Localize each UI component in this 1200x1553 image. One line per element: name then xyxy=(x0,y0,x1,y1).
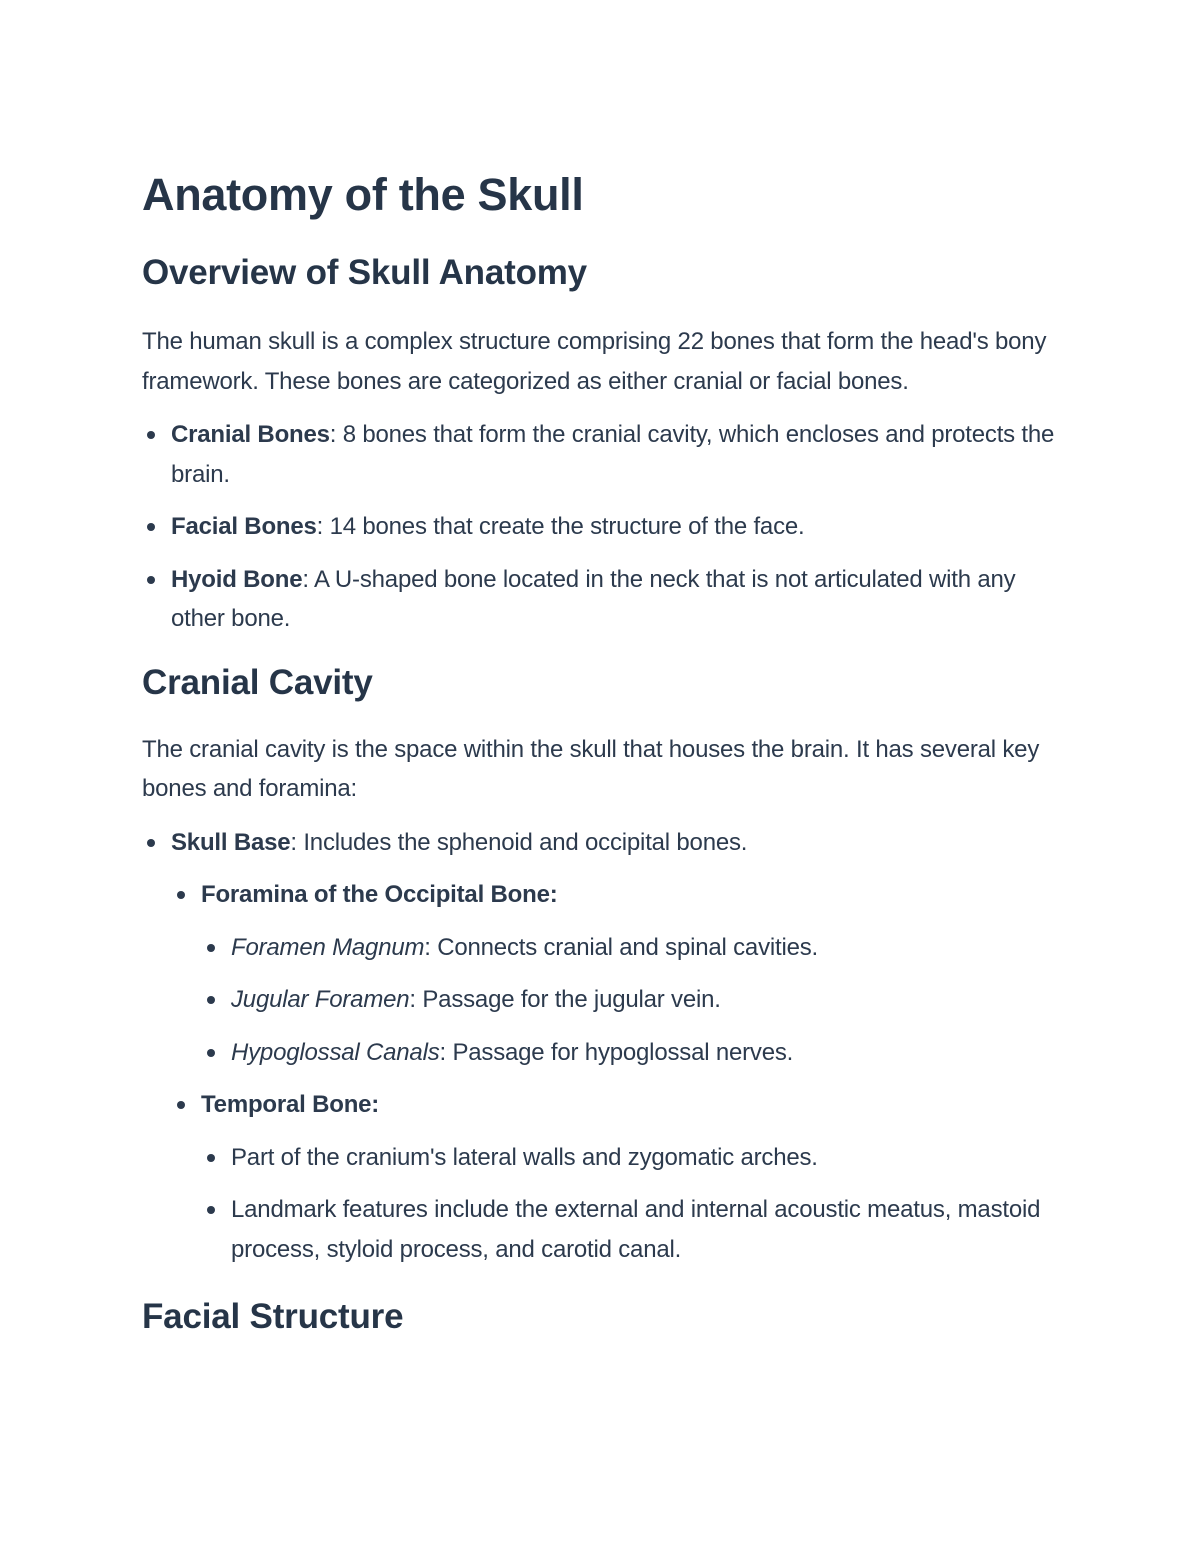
document-page xyxy=(142,168,1072,1338)
list-item-occipital xyxy=(201,875,1072,1072)
bullet-icon xyxy=(207,944,215,952)
section-heading-facial-structure: Facial Structure xyxy=(142,1297,404,1336)
bullet-icon xyxy=(207,1154,215,1162)
list-item-separator: : xyxy=(290,828,304,856)
temporal-bone-list xyxy=(201,1138,1072,1270)
bullet-icon xyxy=(147,523,155,531)
list-item-text: Landmark features include the external and internal acoustic meatus, mastoid process, styloid process, and carotid canal. xyxy=(231,1196,1041,1263)
list-item-text: Passage for the jugular vein. xyxy=(422,986,721,1013)
list-item-text: Connects cranial and spinal cavities. xyxy=(437,933,819,961)
list-item xyxy=(171,560,1072,639)
bullet-icon xyxy=(177,891,185,899)
list-item-text: 14 bones that create the structure of the face. xyxy=(329,513,805,540)
bullet-icon xyxy=(147,576,155,584)
skull-base-sublist xyxy=(171,875,1072,1269)
bullet-icon xyxy=(147,431,155,439)
list-item-term: Hypoglossal Canals xyxy=(231,1038,440,1066)
list-item xyxy=(231,928,1072,968)
list-item xyxy=(231,1190,1072,1269)
list-item-skull-base xyxy=(171,823,1072,1270)
list-item xyxy=(231,980,1072,1020)
list-item-term: Jugular Foramen xyxy=(231,986,410,1013)
list-item-label: Foramina of the Occipital Bone: xyxy=(201,881,558,908)
list-item xyxy=(231,1138,1072,1178)
list-item-text: Passage for hypoglossal nerves. xyxy=(452,1038,794,1066)
list-item-term: Skull Base xyxy=(171,828,291,856)
occipital-foramina-list xyxy=(201,928,1072,1073)
list-item-separator: : xyxy=(409,986,423,1013)
list-item xyxy=(171,507,1072,547)
cavity-paragraph: The cranial cavity is the space within the skull that houses the brain. It has several key bones and foramina: xyxy=(142,735,1040,802)
bullet-icon xyxy=(207,1049,215,1057)
section-heading-overview: Overview of Skull Anatomy xyxy=(142,253,587,292)
list-item-term: Cranial Bones xyxy=(171,421,330,448)
list-item-separator: : xyxy=(316,513,330,540)
bullet-icon xyxy=(147,839,155,847)
list-item-temporal xyxy=(201,1085,1072,1269)
list-item-term: Hyoid Bone xyxy=(171,565,303,593)
list-item-text: A U-shaped bone located in the neck that is not articulated with any other bone. xyxy=(171,565,1016,632)
cavity-list xyxy=(142,823,1072,1270)
list-item-separator: : xyxy=(439,1038,453,1066)
list-item xyxy=(171,415,1072,494)
list-item-separator: : xyxy=(302,565,314,593)
section-heading-cranial-cavity: Cranial Cavity xyxy=(142,662,373,702)
list-item-separator: : xyxy=(329,421,343,448)
list-item-text: Includes the sphenoid and occipital bones. xyxy=(303,828,748,856)
bullet-icon xyxy=(207,1206,215,1214)
list-item xyxy=(231,1033,1072,1073)
overview-paragraph: The human skull is a complex structure comprising 22 bones that form the head's bony framework. These bones are categorized as either cranial or facial bones. xyxy=(142,328,1047,395)
list-item-term: Foramen Magnum xyxy=(231,933,425,961)
bullet-icon xyxy=(207,996,215,1004)
list-item-label: Temporal Bone: xyxy=(201,1091,380,1118)
list-item-term: Facial Bones xyxy=(171,513,317,540)
bullet-icon xyxy=(177,1101,185,1109)
list-item-text: Part of the cranium's lateral walls and zygomatic arches. xyxy=(231,1143,818,1171)
list-item-separator: : xyxy=(424,933,438,961)
list-item-text: 8 bones that form the cranial cavity, which encloses and protects the brain. xyxy=(171,421,1055,488)
page-title: Anatomy of the Skull xyxy=(142,169,584,220)
overview-list xyxy=(142,415,1072,639)
